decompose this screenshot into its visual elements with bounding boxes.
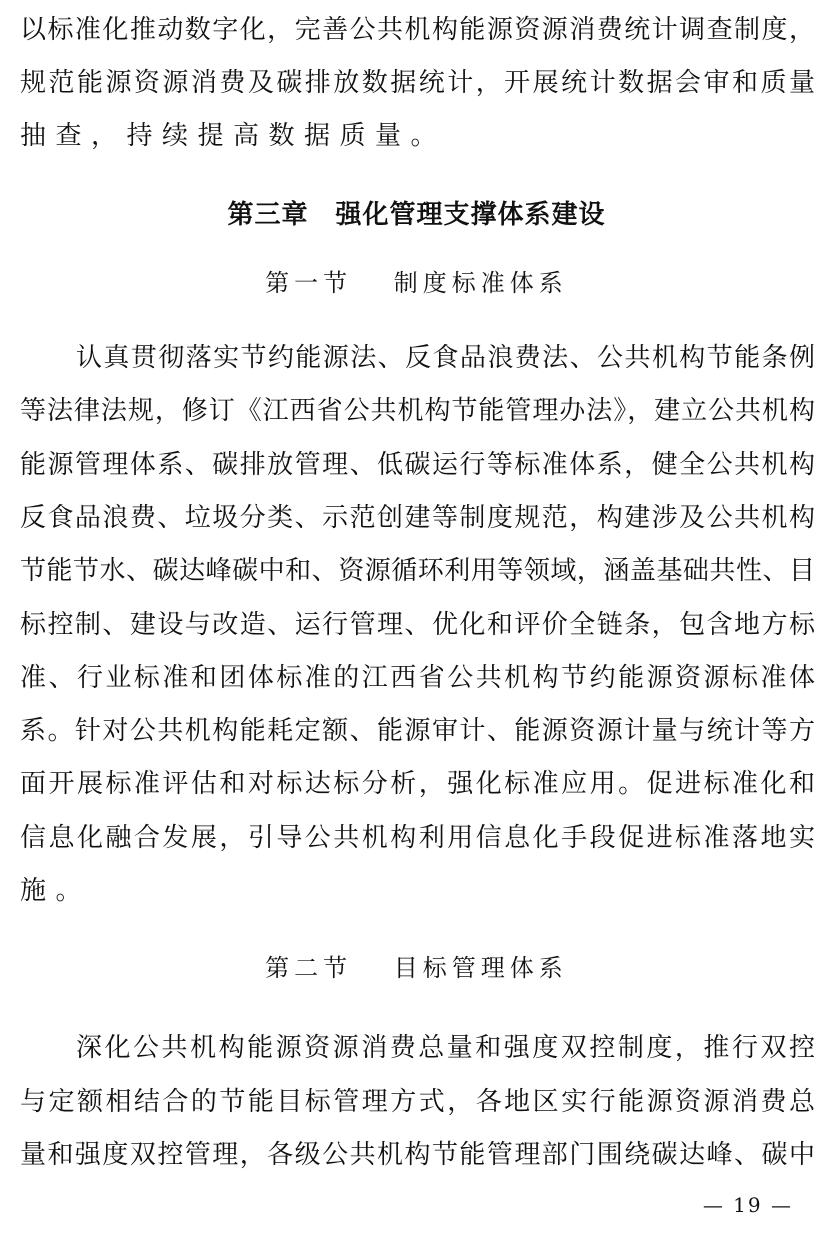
section-title: 第一节 制度标准体系 [265,269,568,297]
chapter-title: 第三章 强化管理支撑体系建设 [227,200,606,230]
text-line: 能源管理体系、碳排放管理、低碳运行等标准体系，健全公共机构 [20,449,815,480]
text-line: 与定额相结合的节能目标管理方式，各地区实行能源资源消费总 [20,1086,815,1117]
text-line: 量和强度双控管理，各级公共机构节能管理部门围绕碳达峰、碳中 [20,1140,815,1170]
text-line: 准、行业标准和团体标准的江西省公共机构节约能源资源标准体 [20,662,815,693]
text-line: 信息化融合发展，引导公共机构利用信息化手段促进标准落地实 [20,822,815,853]
text-line: 深化公共机构能源资源消费总量和强度双控制度，推行双控 [76,1033,815,1063]
text-line: 认真贯彻落实节约能源法、反食品浪费法、公共机构节能条例 [76,343,815,373]
text-line: 标控制、建设与改造、运行管理、优化和评价全链条，包含地方标 [20,609,815,640]
text-line: 施。 [20,876,92,906]
text-line: 规范能源资源消费及碳排放数据统计，开展统计数据会审和质量 [20,68,815,98]
text-line: 反食品浪费、垃圾分类、示范创建等制度规范，构建涉及公共机构 [20,502,815,533]
text-line: 以标准化推动数字化，完善公共机构能源资源消费统计调查制度， [20,15,815,45]
text-line: 等法律法规，修订《江西省公共机构节能管理办法》，建立公共机构 [20,396,815,427]
text-line: 系。针对公共机构能耗定额、能源审计、能源资源计量与统计等方 [20,716,815,747]
text-line: 面开展标准评估和对标达标分析，强化标准应用。促进标准化和 [20,769,815,800]
page-number: — 19 — [702,1193,793,1217]
section-title: 第二节 目标管理体系 [265,954,568,982]
text-line: 节能节水、碳达峰碳中和、资源循环利用等领域，涵盖基础共性、目 [20,556,815,587]
text-line: 抽查，持续提高数据质量。 [20,121,447,151]
